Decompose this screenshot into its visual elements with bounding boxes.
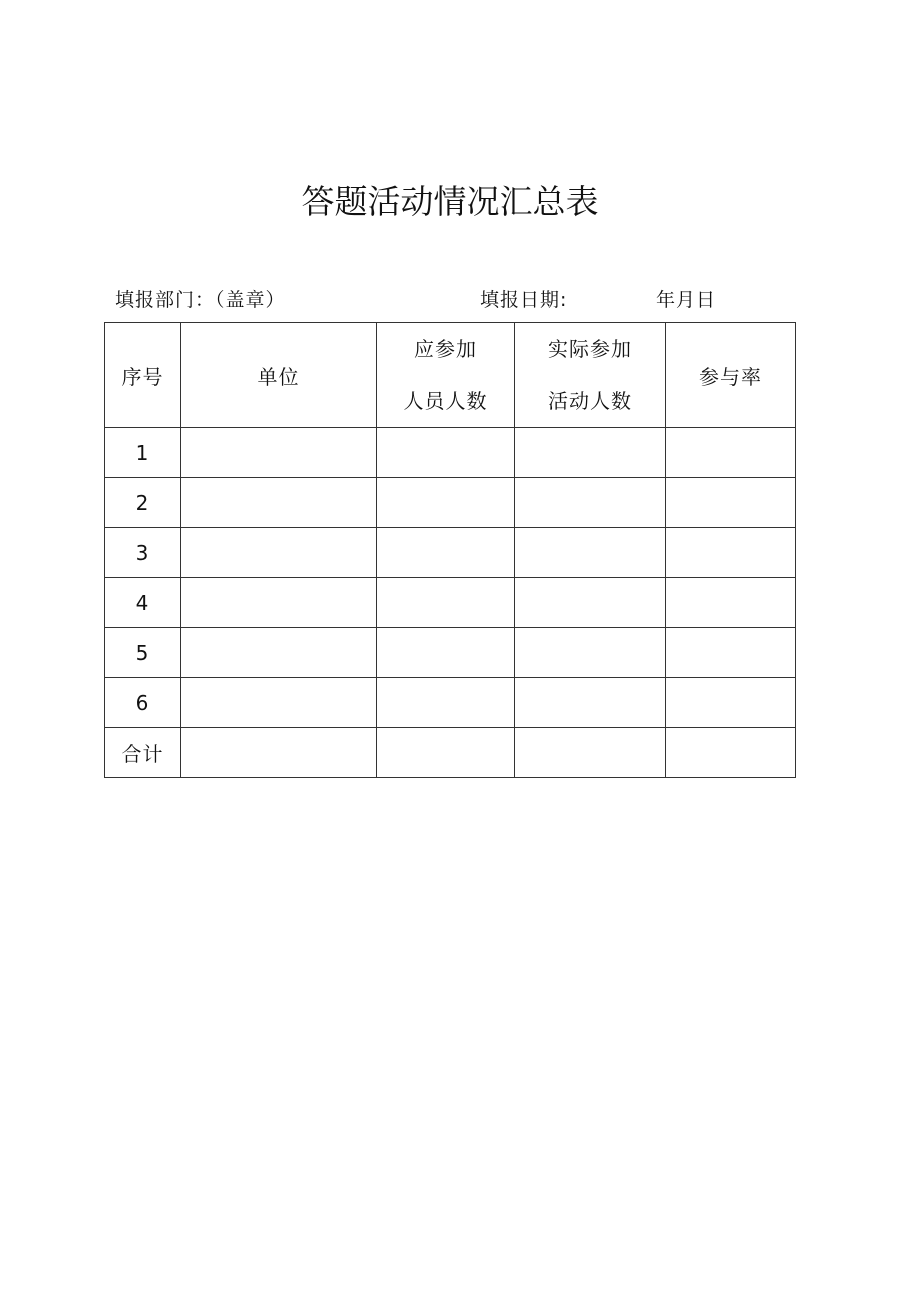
row-index: 1 <box>105 428 181 478</box>
cell-actual[interactable] <box>515 478 666 528</box>
row-index: 3 <box>105 528 181 578</box>
total-rate[interactable] <box>666 728 796 778</box>
date-fields: 年月日 <box>656 289 717 311</box>
header-expected-count: 应参加 人员人数 <box>377 323 515 428</box>
table-total-row <box>105 728 796 778</box>
header-participation-rate: 参与率 <box>666 323 796 428</box>
date-label: 填报日期: <box>480 289 568 311</box>
cell-unit[interactable] <box>181 478 377 528</box>
cell-unit[interactable] <box>181 428 377 478</box>
page-title: 答题活动情况汇总表 <box>301 182 599 221</box>
row-index: 6 <box>105 678 181 728</box>
total-label: 合计 <box>105 728 181 778</box>
cell-actual[interactable] <box>515 428 666 478</box>
cell-expected[interactable] <box>377 528 515 578</box>
table-header-row <box>105 323 796 428</box>
row-index: 5 <box>105 628 181 678</box>
table-row <box>105 628 796 678</box>
form-meta-row <box>0 285 920 315</box>
cell-rate[interactable] <box>666 578 796 628</box>
cell-rate[interactable] <box>666 478 796 528</box>
cell-unit[interactable] <box>181 678 377 728</box>
cell-unit[interactable] <box>181 578 377 628</box>
total-expected[interactable] <box>377 728 515 778</box>
cell-actual[interactable] <box>515 578 666 628</box>
table-row <box>105 578 796 628</box>
total-actual[interactable] <box>515 728 666 778</box>
cell-expected[interactable] <box>377 478 515 528</box>
cell-expected[interactable] <box>377 578 515 628</box>
cell-unit[interactable] <box>181 628 377 678</box>
row-index: 4 <box>105 578 181 628</box>
cell-actual[interactable] <box>515 678 666 728</box>
summary-table <box>104 322 796 778</box>
cell-rate[interactable] <box>666 428 796 478</box>
table-row <box>105 428 796 478</box>
cell-expected[interactable] <box>377 678 515 728</box>
department-label: 填报部门：（盖章） <box>115 289 286 311</box>
cell-actual[interactable] <box>515 628 666 678</box>
cell-rate[interactable] <box>666 678 796 728</box>
header-actual-count: 实际参加 活动人数 <box>515 323 666 428</box>
cell-expected[interactable] <box>377 428 515 478</box>
table-row <box>105 478 796 528</box>
cell-rate[interactable] <box>666 528 796 578</box>
row-index: 2 <box>105 478 181 528</box>
table-row <box>105 678 796 728</box>
cell-rate[interactable] <box>666 628 796 678</box>
cell-unit[interactable] <box>181 528 377 578</box>
cell-actual[interactable] <box>515 528 666 578</box>
table-row <box>105 528 796 578</box>
cell-expected[interactable] <box>377 628 515 678</box>
header-index: 序号 <box>105 323 181 428</box>
header-unit: 单位 <box>181 323 377 428</box>
total-unit[interactable] <box>181 728 377 778</box>
